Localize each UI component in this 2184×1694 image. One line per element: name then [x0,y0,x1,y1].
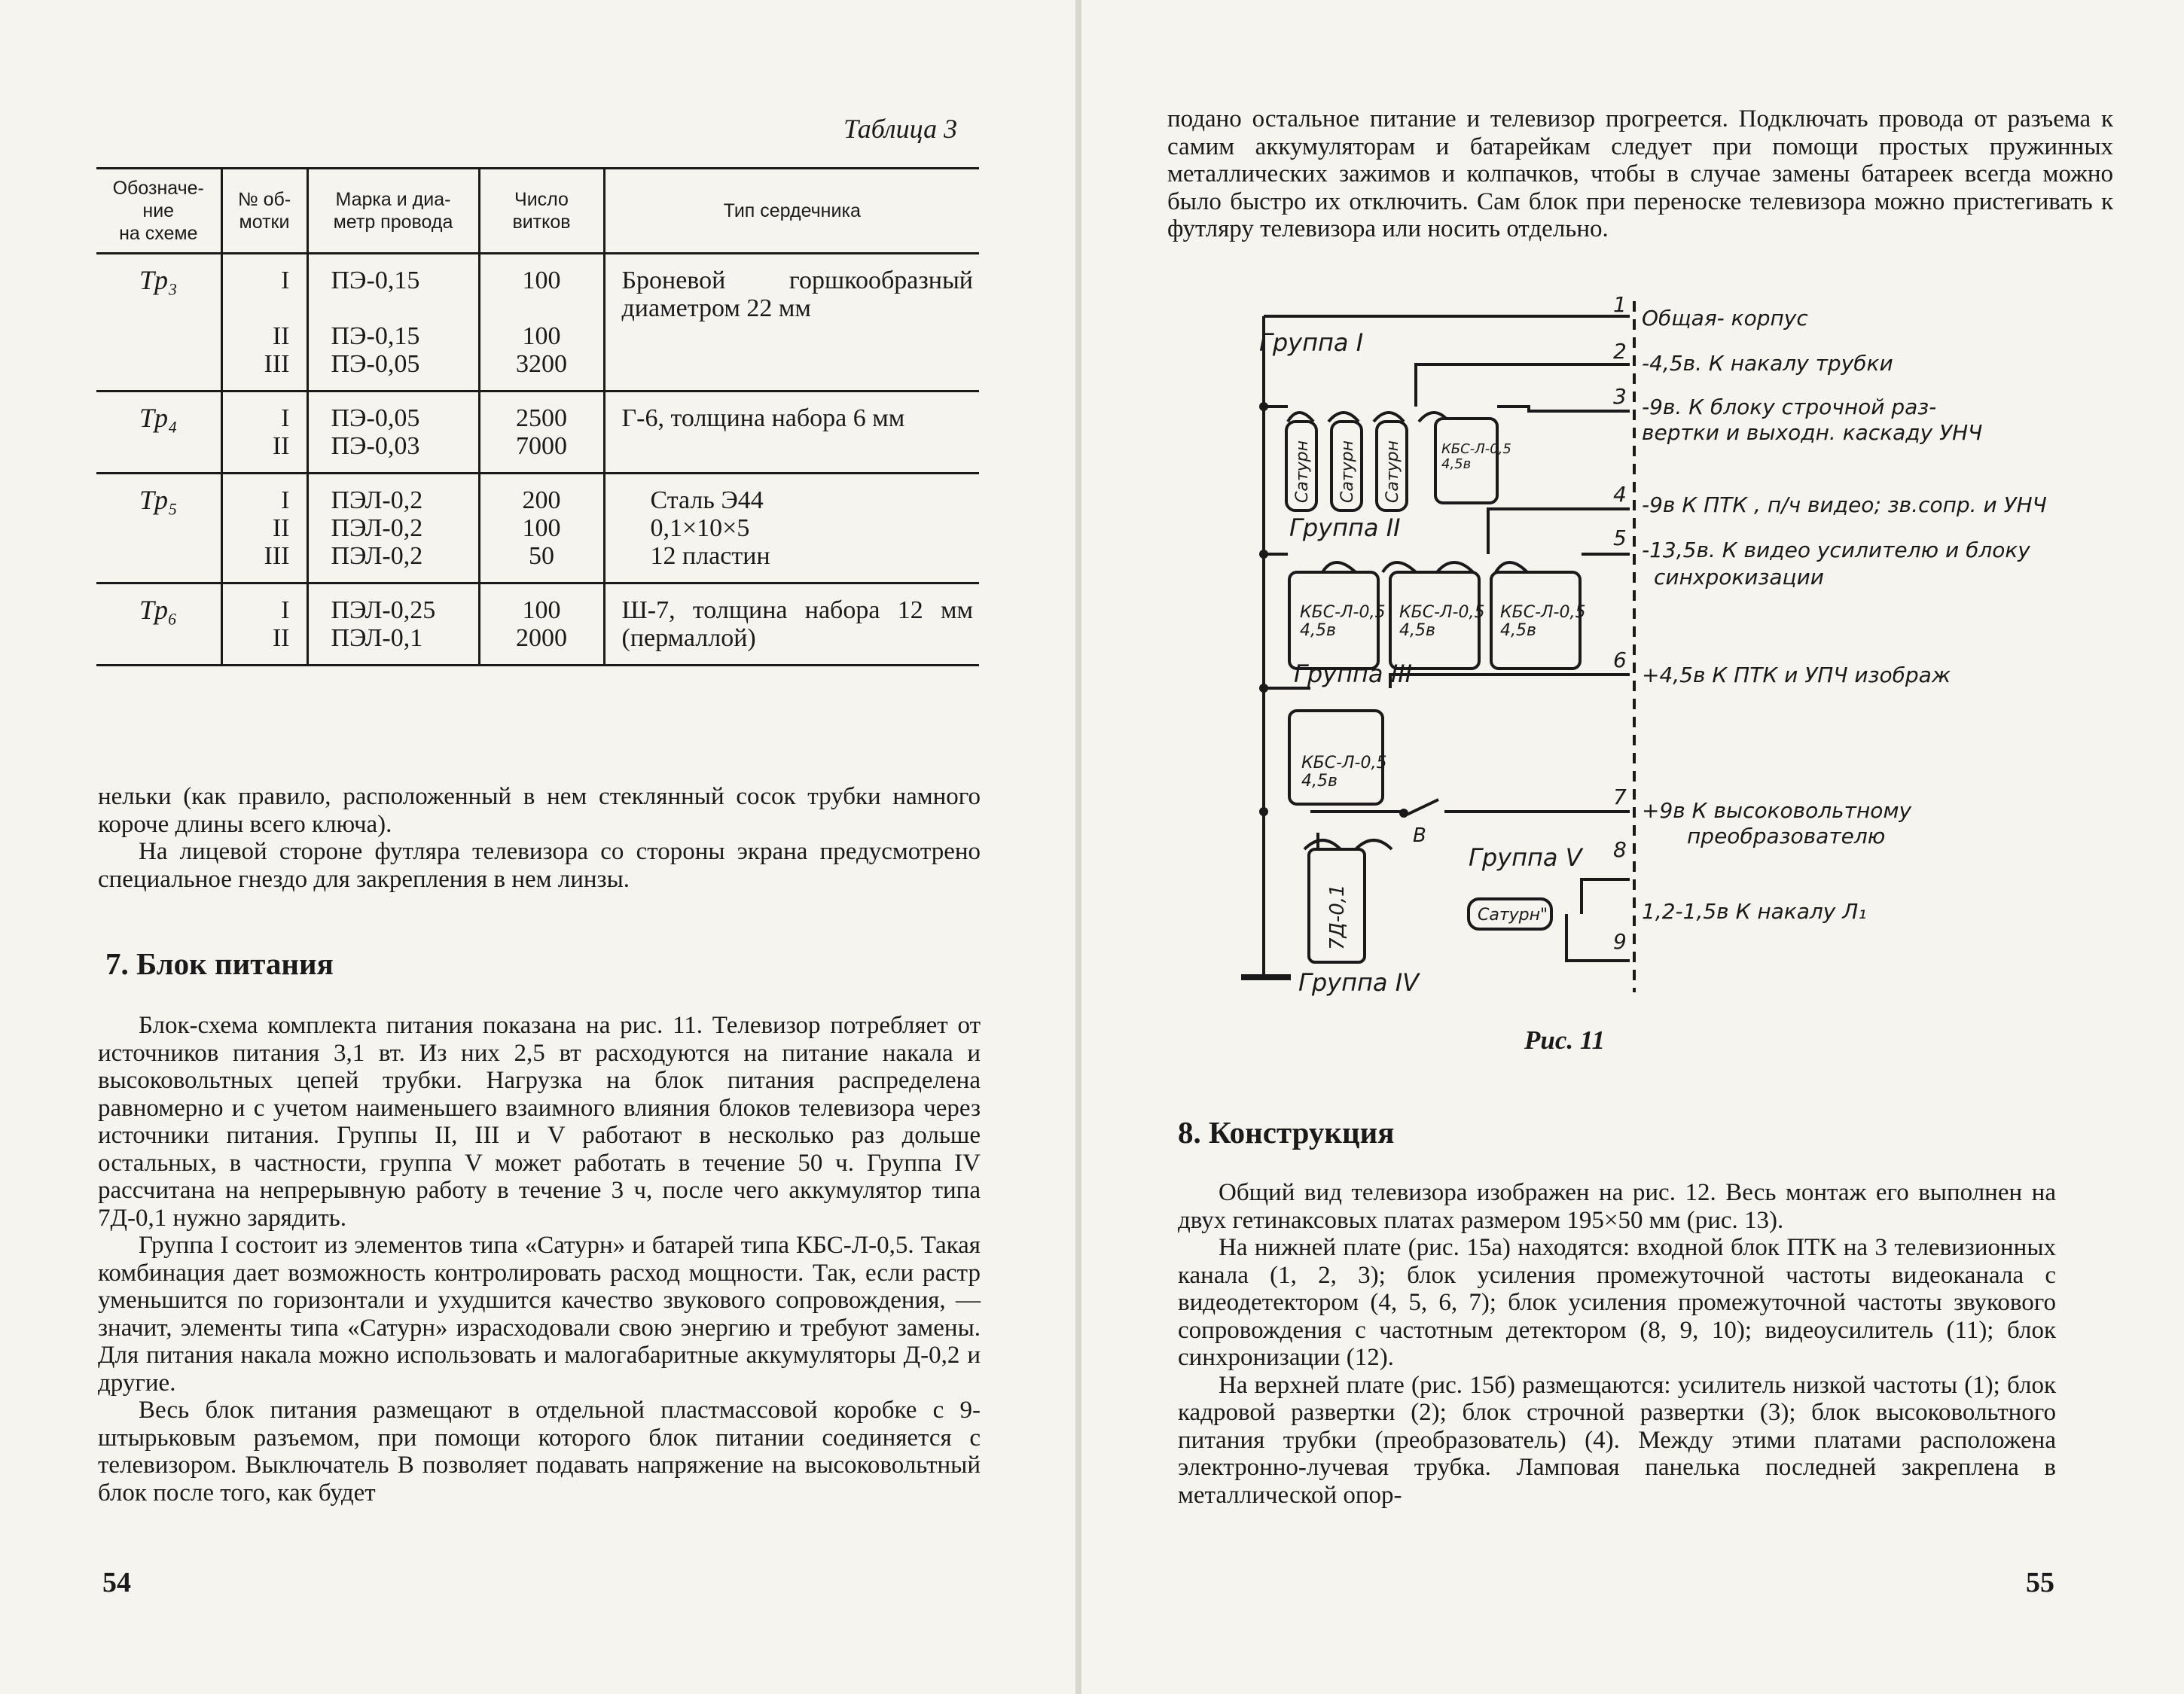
paragraph: Весь блок питания размещают в отдельной пластмассовой коробке с 9-штырьковым разъемом, при помощи которого блок питании соединяется с телевизором. Выключатель В позволяет подавать напряжение на высоковольтный блок после того, как будет [98,1397,981,1507]
pin-number: 4 [1613,482,1627,507]
pin-number: 7 [1613,785,1627,809]
accumulator-label: 7Д-0,1 [1326,884,1349,950]
table-caption: Таблица 3 [843,114,958,144]
pin-label: +4,5в К ПТК и УПЧ изображ [1642,663,1951,687]
designation-cell: Tp₅ [96,474,221,583]
cell-label: Сатурн [1293,440,1312,503]
paragraph: На нижней плате (рис. 15а) находятся: входной блок ПТК на 3 телевизионных канала (1, 2, 3); блок усиления промежуточной частоты видеоканала с видеодетектором (4, 5, 6, 7); блок усиления промежуточной частоты звукового сопровождения с частотным детектором (8, 9, 10); видеоусилитель (11); блок синхронизации (12). [1178,1234,2056,1371]
paragraph: подано остальное питание и телевизор прогреется. Подключать провода от разъема к самим аккумуляторам и батарейкам следует при помощи простых пружинных металлических зажимов и колпачков, чтобы в случае замены батареек всегда можно было быстро их отключить. Сам блок при переноске телевизора можно пристегивать к футляру телевизора или носить отдельно. [1167,105,2113,242]
battery-label: КБС-Л-0,5 4,5в [1300,603,1386,641]
core-cell: Г-6, толщина набора 6 мм [604,392,979,474]
section-heading: 8. Конструкция [1178,1115,1395,1150]
paragraph: нельки (как правило, расположенный в нем стеклянный сосок трубки намного короче длины всего ключа). [98,783,981,838]
designation-cell: Tp₆ [96,583,221,666]
junction-dot [1259,684,1268,693]
pin-number: 2 [1613,339,1627,364]
paragraph: На верхней плате (рис. 15б) размещаются: усилитель низкой частоты (1); блок кадровой развертки (2); блок строчной развертки (3); блок высоковольтного питания трубки (преобразователь) (4). Между этими платами расположена электронно-лучевая трубка. Ламповая панелька последней закреплена в металлической опор- [1178,1371,2056,1509]
pin-label: преобразователю [1687,824,1886,849]
header-core-type: Тип сердечника [604,169,979,254]
wire-pin-4 [1488,509,1630,554]
paragraph: Блок-схема комплекта питания показана на рис. 11. Телевизор потребляет от источников питания 3,1 вт. Из них 2,5 вт расходуются на питание накала и высоковольтных цепей трубки. Нагрузка на блок питания распределена равномерно и с учетом наименьшего взаимного влияния блоков телевизора через источники питания. Группы II, III и V работают в несколько раз дольше остальных, в частности, группа V может работать в течение 50 ч. Группа IV рассчитана на непрерывную работу в течение 3 ч, после чего аккумулятор типа 7Д-0,1 нужно зарядить. [98,1012,981,1232]
junction-dot [1259,550,1268,559]
cell-label: Сатурн [1383,440,1402,503]
wire-pin-2 [1416,364,1630,407]
pin-label: синхрокизации [1654,565,1824,590]
junction-dot [1399,809,1408,818]
windings-cell: I II [221,583,307,666]
group-label: Группа IV [1298,968,1420,997]
wire-pin-8 [1582,879,1630,914]
cell-links [1288,413,1449,422]
turns-cell: 100 2000 [479,583,604,666]
turns-cell: 2500 7000 [479,392,604,474]
pin-label: -13,5в. К видео усилителю и блоку [1642,538,2030,562]
core-cell: Броневой горшкообразный диаметром 22 мм [604,254,979,392]
wires-cell: ПЭЛ-0,25 ПЭЛ-0,1 [307,583,479,666]
page-number: 54 [102,1567,131,1598]
battery-label: КБС-Л-0,5 4,5в [1441,441,1511,472]
pin-label: -9в К ПТК , п/ч видео; зв.сопр. и УНЧ [1642,492,2047,517]
pin-label: -9в. К блоку строчной раз- [1642,395,1937,419]
designation-cell: Tp₃ [96,254,221,392]
wires-cell: ПЭ-0,15 ПЭ-0,15 ПЭ-0,05 [307,254,479,392]
pin-number: 3 [1613,384,1627,409]
battery-label: КБС-Л-0,5 4,5в [1399,603,1485,641]
header-wire-grade: Марка и диа- метр провода [307,169,479,254]
paragraph-block-main [1178,1179,2056,1509]
paragraph: Группа I состоит из элементов типа «Сатурн» и батарей типа КБС-Л-0,5. Такая комбинация дает возможность контролировать расход мощности. Так, если растр уменьшится по горизонтали и ухудшится качество звукового сопровождения, — значит, элементы типа «Сатурн» израсходовали свою энергию и требуют замены. Для питания накала можно использовать и малогабаритные аккумуляторы Д-0,2 и другие. [98,1232,981,1397]
battery-label: КБС-Л-0,5 4,5в [1301,754,1387,791]
group-label: Группа II [1289,513,1401,542]
figure-caption: Рис. 11 [1524,1025,1605,1055]
turns-cell: 200 100 50 [479,474,604,583]
windings-cell: I II III [221,254,307,392]
page-number: 55 [2026,1567,2054,1598]
designation-cell: Tp₄ [96,392,221,474]
junction-dot [1259,807,1268,816]
core-cell: Сталь Э44 0,1×10×5 12 пластин [604,474,979,583]
pin-label: 1,2-1,5в К накалу Л₁ [1642,899,1867,924]
header-winding-number: № об- мотки [221,169,307,254]
battery-label: КБС-Л-0,5 4,5в [1500,603,1586,641]
junction-dot [1259,402,1268,411]
wire-pin-6 [1390,675,1630,688]
header-designation: Обозначе- ние на схеме [96,169,221,254]
pin-label: Общая- корпус [1642,306,1808,331]
pin-number: 9 [1613,929,1627,954]
pin-label: вертки и выходн. каскаду УНЧ [1642,420,1983,445]
group-label: Группа I [1259,328,1364,357]
wires-cell: ПЭЛ-0,2 ПЭЛ-0,2 ПЭЛ-0,2 [307,474,479,583]
core-cell: Ш-7, толщина набора 12 мм (пермаллой) [604,583,979,666]
section-heading: 7. Блок питания [105,946,334,981]
windings-cell: I II [221,392,307,474]
pin-label: +9в К высоковольтному [1642,798,1912,823]
pin-number: 1 [1613,292,1627,317]
wire-pin-3 [1497,407,1630,411]
pin-number: 5 [1613,526,1627,550]
cell-label: Сатурн" [1478,906,1548,925]
pin-label: -4,5в. К накалу трубки [1642,351,1893,376]
pin-number: 6 [1613,647,1627,672]
header-turns: Число витков [479,169,604,254]
switch-label: В [1413,824,1426,847]
paragraph: На лицевой стороне футляра телевизора со стороны экрана предусмотрено специальное гнездо для закрепления в нем линзы. [98,838,981,893]
windings-cell: I II III [221,474,307,583]
wires-cell: ПЭ-0,05 ПЭ-0,03 [307,392,479,474]
group-label: Группа V [1469,843,1582,872]
switch-b [1407,800,1438,815]
paragraph: Общий вид телевизора изображен на рис. 12. Весь монтаж его выполнен на двух гетинаксовых платах размером 195×50 мм (рис. 13). [1178,1179,2056,1234]
turns-cell: 100 100 3200 [479,254,604,392]
pin-number: 8 [1613,837,1627,862]
cell-label: Сатурн [1338,440,1357,503]
group-label: Группа III [1294,660,1413,688]
